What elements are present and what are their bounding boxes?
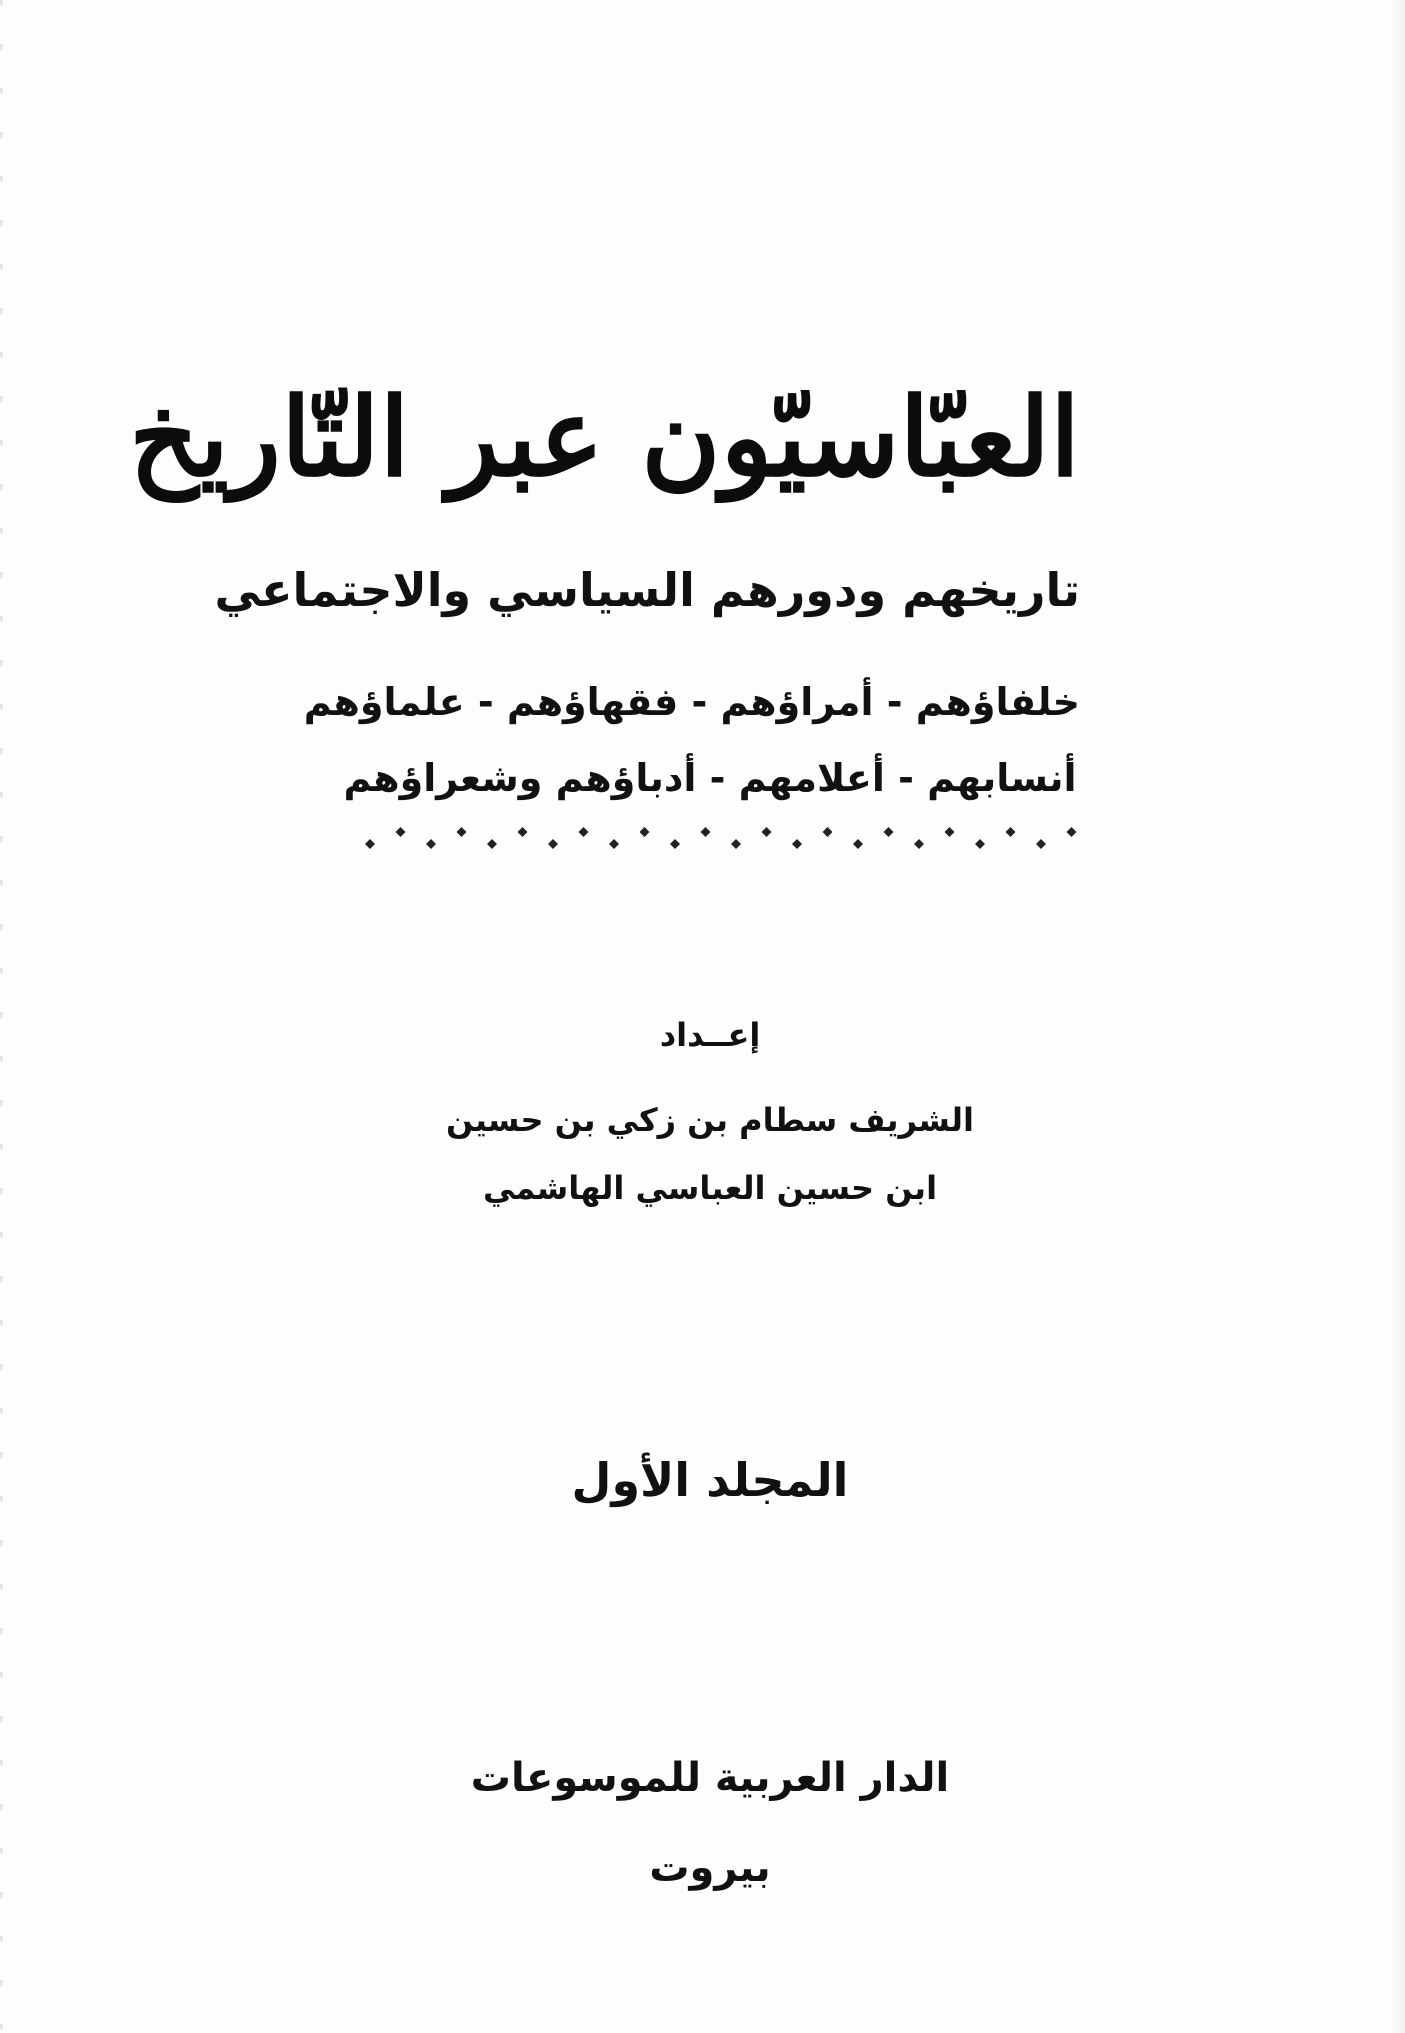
diamond-icon bbox=[1036, 839, 1046, 849]
diamond-icon bbox=[823, 827, 833, 837]
diamond-icon bbox=[640, 827, 650, 837]
publisher-city: بيروت bbox=[649, 1845, 771, 1891]
topics-line-2: أنسابهم - أعلامهم - أدباؤهم وشعراؤهم bbox=[343, 756, 1077, 800]
publisher-name: الدار العربية للموسوعات bbox=[470, 1755, 950, 1801]
diamond-icon bbox=[365, 839, 375, 849]
diamond-ornament-icon bbox=[362, 822, 1080, 852]
diamond-icon bbox=[548, 839, 558, 849]
scan-edge bbox=[0, 0, 3, 2033]
diamond-icon bbox=[396, 827, 406, 837]
diamond-icon bbox=[518, 827, 528, 837]
diamond-icon bbox=[884, 827, 894, 837]
diamond-icon bbox=[487, 839, 497, 849]
author-line-1: الشريف سطام بن زكي بن حسين bbox=[446, 1101, 974, 1139]
diamond-icon bbox=[914, 839, 924, 849]
diamond-icon bbox=[731, 839, 741, 849]
diamond-icon bbox=[457, 827, 467, 837]
volume-label: المجلد الأول bbox=[571, 1453, 849, 1507]
prepared-by-label: إعــداد bbox=[659, 1016, 761, 1054]
diamond-icon bbox=[670, 839, 680, 849]
diamond-icon bbox=[701, 827, 711, 837]
diamond-icon bbox=[609, 839, 619, 849]
author-line-2: ابن حسين العباسي الهاشمي bbox=[482, 1169, 938, 1207]
diamond-icon bbox=[579, 827, 589, 837]
diamond-icon bbox=[1006, 827, 1016, 837]
diamond-icon bbox=[945, 827, 955, 837]
diamond-ornament-row bbox=[362, 822, 1080, 852]
diamond-icon bbox=[762, 827, 772, 837]
book-subtitle: تاريخهم ودورهم السياسي والاجتماعي bbox=[214, 563, 1080, 617]
diamond-icon bbox=[975, 839, 985, 849]
diamond-icon bbox=[792, 839, 802, 849]
scan-shadow bbox=[1391, 0, 1405, 2033]
diamond-icon bbox=[426, 839, 436, 849]
book-title: العبّاسيّون عبر التّاريخ bbox=[129, 375, 1080, 501]
topics-line-1: خلفاؤهم - أمراؤهم - فقهاؤهم - علماؤهم bbox=[303, 680, 1080, 724]
diamond-icon bbox=[853, 839, 863, 849]
diamond-icon bbox=[1067, 827, 1077, 837]
